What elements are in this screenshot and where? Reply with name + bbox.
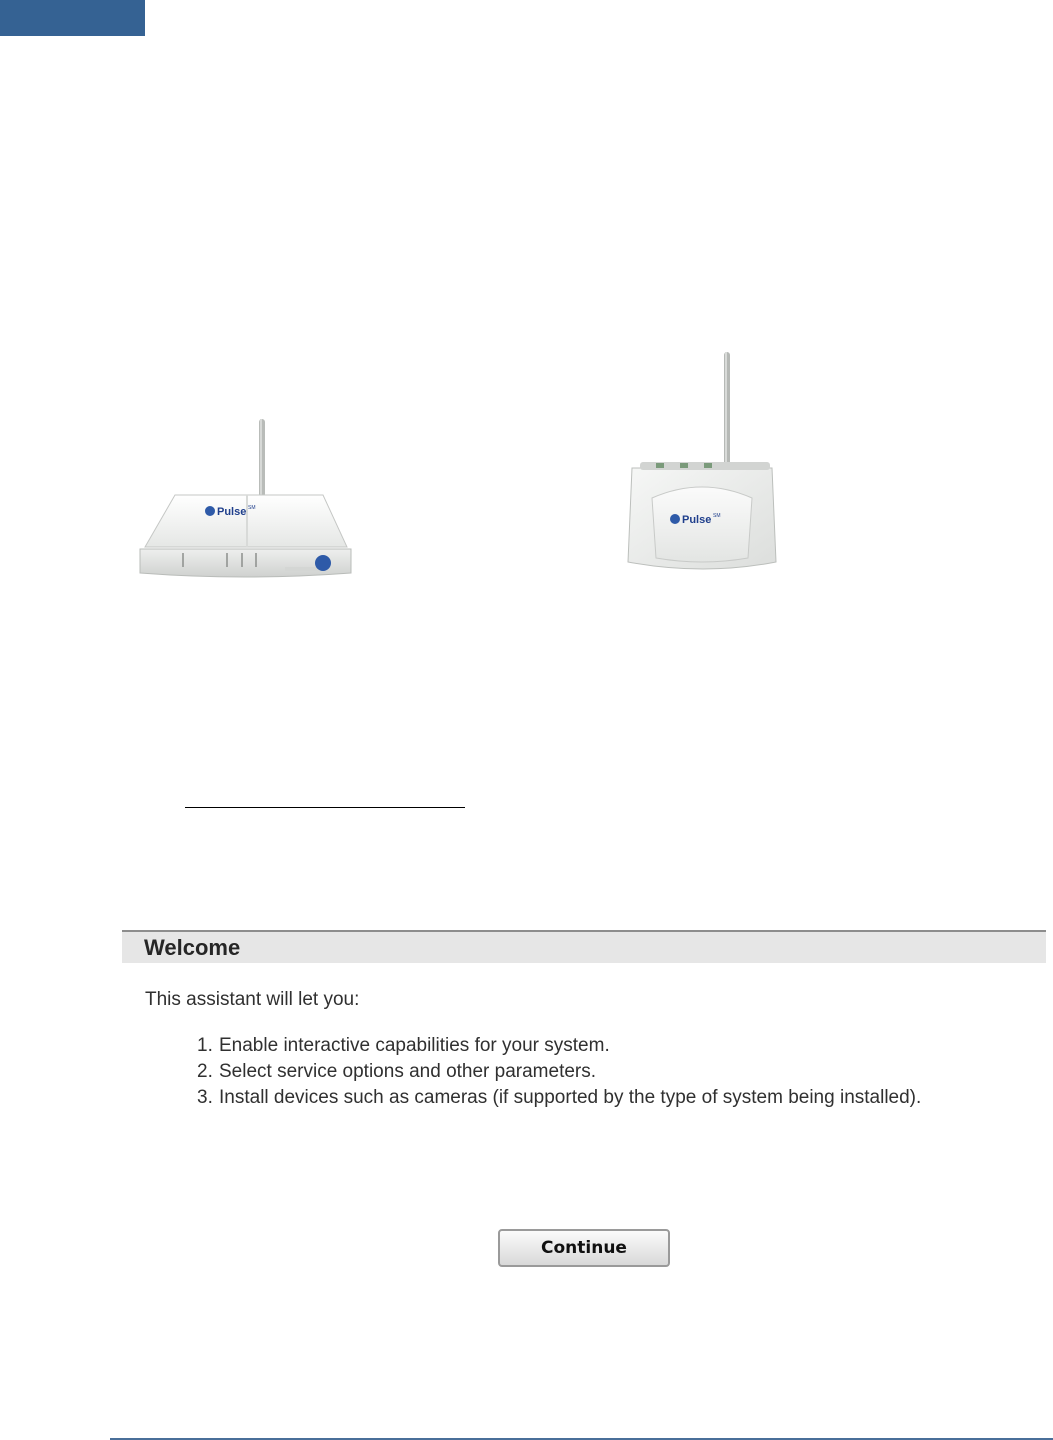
continue-button[interactable]: Continue [498, 1229, 670, 1267]
welcome-header: Welcome [122, 930, 1046, 963]
step-number: 2. [197, 1061, 213, 1082]
gateway-logo-superscript: SM [248, 505, 256, 511]
step-text: Install devices such as cameras (if supported by the type of system being installed). [219, 1087, 922, 1108]
steps-list [122, 1033, 1046, 1111]
step-item [197, 1059, 989, 1085]
gateway-device-image [135, 415, 357, 581]
corner-tab [0, 0, 145, 36]
welcome-panel [122, 930, 1046, 1280]
controller-logo-text: Pulse [682, 514, 712, 526]
intro-text: This assistant will let you: [145, 989, 360, 1010]
gateway-logo-text: Pulse [217, 506, 247, 518]
step-text: Select service options and other parameters. [219, 1061, 597, 1082]
step-item [197, 1033, 989, 1059]
step-number: 3. [197, 1087, 213, 1108]
controller-device-image [620, 350, 785, 580]
step-item [197, 1085, 989, 1111]
step-number: 1. [197, 1035, 213, 1056]
underline-rule [185, 807, 465, 808]
controller-logo-superscript: SM [713, 513, 721, 519]
step-text: Enable interactive capabilities for your system. [219, 1035, 610, 1056]
